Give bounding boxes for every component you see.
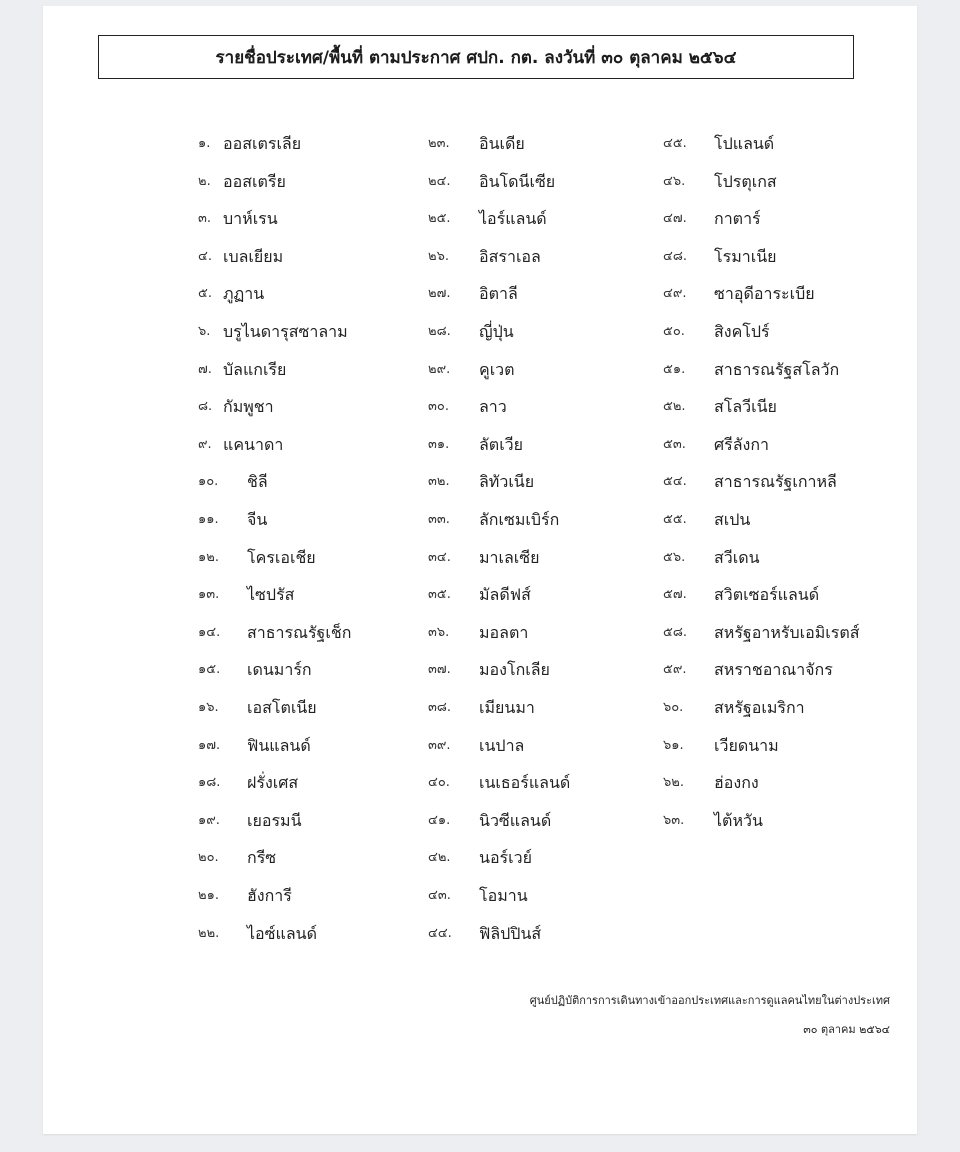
item-number: ๕๓.	[663, 436, 686, 452]
item-number: ๔๙.	[663, 286, 687, 302]
item-number: ๓๗.	[428, 662, 451, 678]
country-name: นิวซีแลนด์	[479, 810, 552, 830]
item-number: ๒๑.	[198, 888, 219, 903]
item-number: ๕๗.	[663, 587, 687, 603]
country-name: คูเวต	[479, 359, 515, 379]
item-number: ๖๒.	[663, 775, 684, 791]
country-name: กัมพูชา	[223, 397, 274, 417]
item-number: ๓.	[198, 211, 212, 227]
item-number: ๖๐.	[663, 700, 684, 715]
item-number: ๒๓.	[428, 136, 450, 151]
item-number: ๖๓.	[663, 812, 685, 828]
item-number: ๕๙.	[663, 662, 687, 678]
country-name: สวีเดน	[714, 547, 760, 567]
item-number: ๕๖.	[663, 549, 686, 565]
country-name: ลักเซมเบิร์ก	[479, 510, 560, 529]
item-number: ๔๔.	[428, 925, 452, 941]
country-name: เนเธอร์แลนด์	[479, 773, 571, 793]
item-number: ๒๒.	[198, 925, 220, 941]
item-number: ๕.	[198, 286, 212, 302]
item-number: ๔๑.	[428, 812, 451, 828]
item-number: ๓๓.	[428, 512, 450, 527]
country-name: อิตาลี	[479, 284, 518, 304]
item-number: ๔๓.	[428, 888, 451, 903]
item-number: ๙.	[198, 436, 212, 452]
item-number: ๒๕.	[428, 211, 451, 227]
country-name: เดนมาร์ก	[247, 660, 312, 680]
country-name: มอลตา	[479, 622, 529, 642]
item-number: ๒๔.	[428, 173, 451, 189]
country-name: สาธารณรัฐสโลวัก	[714, 359, 840, 379]
country-name: มองโกเลีย	[479, 660, 550, 680]
country-name: ลิทัวเนีย	[479, 472, 535, 492]
country-name: อินโดนีเซีย	[479, 171, 556, 191]
country-name: ภูฏาน	[223, 284, 265, 304]
country-name: เอสโตเนีย	[247, 698, 317, 717]
country-name: ศรีลังกา	[714, 434, 770, 454]
country-name: โปแลนด์	[714, 134, 775, 153]
item-number: ๒๙.	[428, 361, 451, 377]
item-number: ๒๘.	[428, 324, 451, 339]
item-number: ๑๕.	[198, 662, 221, 678]
item-number: ๕๘.	[663, 624, 688, 640]
item-number: ๑๘.	[198, 775, 221, 791]
item-number: ๔๘.	[663, 248, 688, 264]
country-name: มัลดีฟส์	[479, 585, 531, 605]
item-number: ๘.	[198, 399, 213, 415]
country-name: กรีซ	[247, 848, 277, 868]
item-number: ๑๓.	[198, 587, 220, 603]
country-name: เวียดนาม	[714, 735, 779, 755]
item-number: ๑๔.	[198, 624, 221, 640]
country-name: สหรัฐอาหรับเอมิเรตส์	[714, 622, 860, 642]
item-number: ๓๒.	[428, 474, 450, 490]
country-name: สวิตเซอร์แลนด์	[714, 585, 820, 605]
item-number: ๒.	[198, 173, 211, 189]
country-name: นอร์เวย์	[479, 848, 532, 868]
country-name: บรูไนดารุสซาลาม	[223, 322, 348, 341]
item-number: ๓๖.	[428, 624, 450, 640]
document-title: รายชื่อประเทศ/พื้นที่ ตามประกาศ ศปก. กต. ลงวันที่ ๓๐ ตุลาคม ๒๕๖๔	[98, 35, 854, 79]
item-number: ๕๑.	[663, 361, 686, 377]
country-name: ลัตเวีย	[479, 434, 524, 454]
country-name: ฟิลิปปินส์	[479, 923, 542, 943]
item-number: ๕๔.	[663, 474, 687, 490]
item-number: ๒๖.	[428, 248, 449, 264]
country-name: เนปาล	[479, 735, 525, 755]
item-number: ๓๐.	[428, 399, 449, 415]
item-number: ๓๑.	[428, 436, 450, 452]
item-number: ๓๙.	[428, 737, 451, 753]
country-name: ชิลี	[247, 472, 268, 492]
item-number: ๑๑.	[198, 512, 219, 527]
country-name: ฟินแลนด์	[247, 735, 311, 755]
country-name: ไต้หวัน	[714, 810, 763, 830]
country-name: เมียนมา	[479, 698, 535, 717]
country-name: แคนาดา	[223, 434, 284, 454]
item-number: ๒๐.	[198, 850, 219, 866]
country-name: กาตาร์	[714, 209, 761, 229]
item-number: ๑๒.	[198, 549, 219, 565]
country-name: ฮังการี	[247, 886, 292, 905]
item-number: ๑๙.	[198, 812, 220, 828]
item-number: ๕๕.	[663, 512, 687, 527]
item-number: ๔๗.	[663, 211, 687, 227]
item-number: ๖๑.	[663, 737, 684, 753]
item-number: ๑๗.	[198, 737, 221, 753]
item-number: ๓๘.	[428, 700, 452, 715]
item-number: ๗.	[198, 361, 212, 377]
country-name: บาห์เรน	[223, 209, 278, 229]
footer-date: ๓๐ ตุลาคม ๒๕๖๔	[803, 1023, 890, 1036]
country-name: สาธารณรัฐเช็ก	[247, 622, 352, 642]
country-name: ลาว	[479, 397, 507, 417]
country-name: อินเดีย	[479, 134, 525, 153]
country-name: ไซปรัส	[247, 585, 295, 605]
country-name: อิสราเอล	[479, 246, 541, 266]
country-name: ไอร์แลนด์	[479, 209, 547, 229]
item-number: ๓๕.	[428, 587, 451, 603]
country-name: เยอรมนี	[247, 810, 302, 830]
country-name: สหราชอาณาจักร	[714, 660, 833, 680]
country-name: ไอซ์แลนด์	[247, 923, 317, 943]
country-name: โอมาน	[479, 886, 528, 905]
item-number: ๕๐.	[663, 324, 685, 339]
document-page	[43, 6, 917, 1134]
item-number: ๔๐.	[428, 775, 450, 791]
item-number: ๑๐.	[198, 474, 219, 490]
country-name: เบลเยียม	[223, 246, 284, 266]
item-number: ๔๒.	[428, 850, 451, 866]
country-name: ฮ่องกง	[714, 773, 759, 793]
footer-organization: ศูนย์ปฏิบัติการการเดินทางเข้าออกประเทศและการดูแลคนไทยในต่างประเทศ	[529, 994, 890, 1007]
country-name: ออสเตรีย	[223, 171, 286, 191]
item-number: ๑๖.	[198, 700, 219, 715]
country-name: สิงคโปร์	[714, 322, 770, 341]
country-name: ซาอุดีอาระเบีย	[714, 284, 815, 304]
country-name: บัลแกเรีย	[223, 359, 287, 379]
country-name: มาเลเซีย	[479, 547, 540, 567]
item-number: ๑.	[198, 136, 211, 151]
item-number: ๔๕.	[663, 136, 687, 151]
item-number: ๒๗.	[428, 286, 451, 302]
item-number: ๓๔.	[428, 549, 451, 565]
country-name: สาธารณรัฐเกาหลี	[714, 472, 837, 492]
item-number: ๔๖.	[663, 173, 686, 189]
country-name: ญี่ปุ่น	[479, 322, 514, 341]
country-name: สเปน	[714, 510, 751, 529]
item-number: ๖.	[198, 324, 211, 339]
item-number: ๕๒.	[663, 399, 686, 415]
country-name: ฝรั่งเศส	[247, 773, 299, 793]
item-number: ๔.	[198, 248, 212, 264]
country-name: ออสเตรเลีย	[223, 134, 302, 153]
country-name: โครเอเชีย	[247, 547, 316, 567]
country-name: โปรตุเกส	[714, 171, 777, 191]
country-name: จีน	[247, 510, 268, 529]
country-name: สหรัฐอเมริกา	[714, 698, 805, 717]
country-name: โรมาเนีย	[714, 246, 777, 266]
country-name: สโลวีเนีย	[714, 397, 777, 417]
